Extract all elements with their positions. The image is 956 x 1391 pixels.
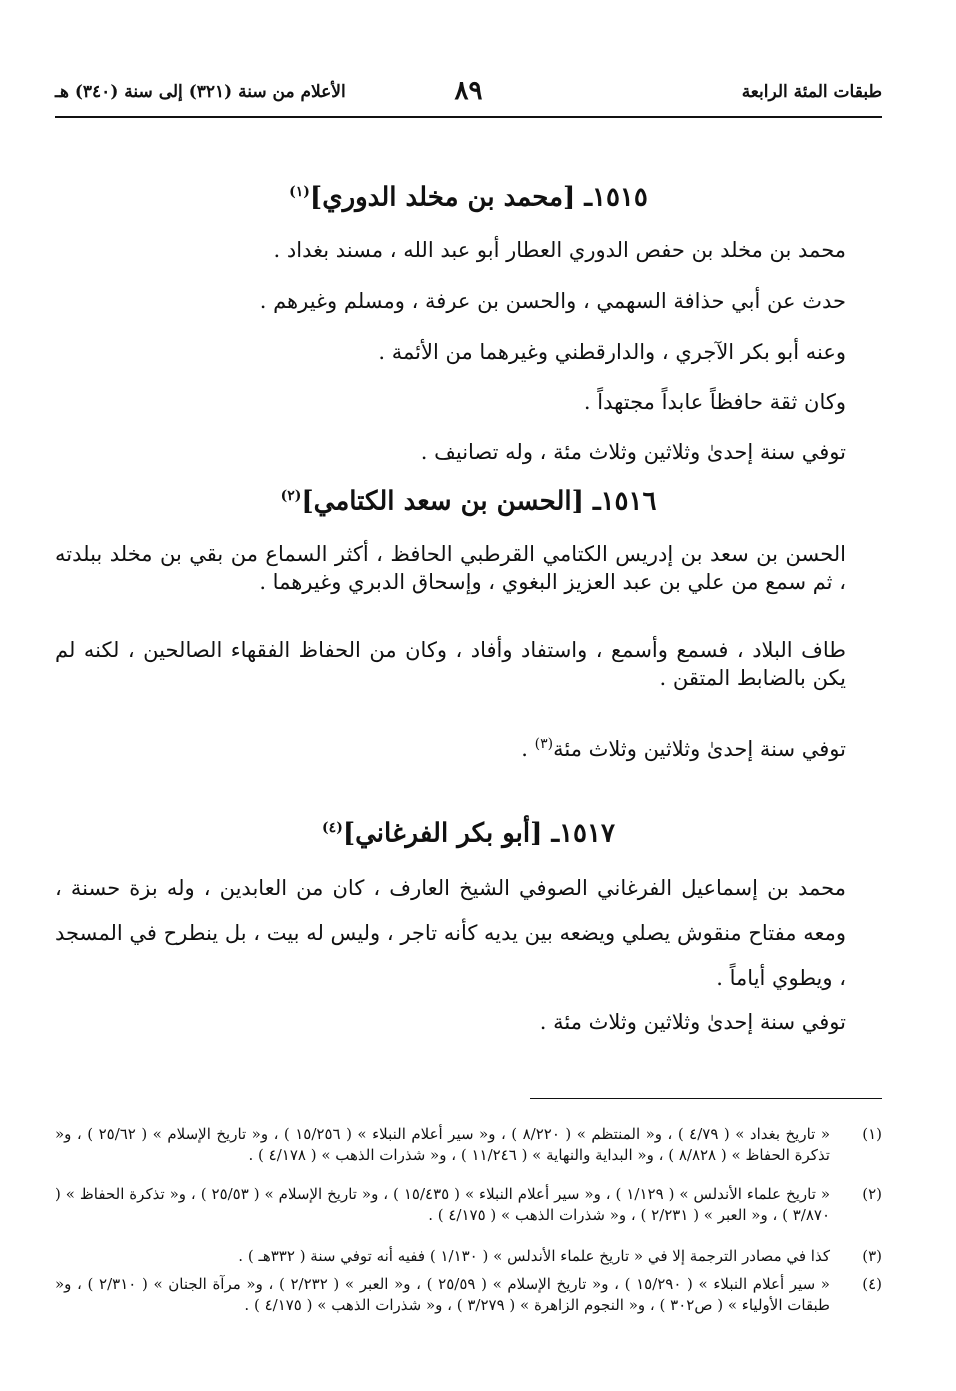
paragraph: طاف البلاد ، فسمع وأسمع ، واستفاد وأفاد ، وكان من الحفاظ الفقهاء الصالحين ، لكنه لم يكن بالضابط المتقن .	[55, 638, 846, 690]
paragraph: وكان ثقة حافظاً عابداً مجتهداً .	[583, 390, 846, 414]
running-header	[55, 78, 882, 114]
entry-title-1517: ١٥١٧ـ [أبو بكر الفرغاني]$^{(٤)}$	[322, 818, 615, 849]
header-rule	[55, 116, 882, 118]
footnote-number: (٤)	[862, 1275, 882, 1293]
paragraph: توفي سنة إحدىٰ وثلاثين وثلاث مئة ، وله تصانيف .	[420, 440, 846, 464]
entry-title-1515: ١٥١٥ـ [محمد بن مخلد الدوري]$^{(١)}$	[289, 182, 648, 213]
paragraph: توفي سنة إحدىٰ وثلاثين وثلاث مئة$^{(٣)}$ .	[521, 736, 846, 761]
footnote-4	[55, 1274, 882, 1316]
entry-title-1516: ١٥١٦ـ [الحسن بن سعد الكتامي]$^{(٢)}$	[280, 486, 657, 517]
footnote-number: (٢)	[862, 1185, 882, 1203]
footnote-3	[55, 1246, 882, 1267]
paragraph: الحسن بن سعد بن إدريس الكتامي القرطبي الحافظ ، أكثر السماع من بقي بن مخلد ببلدته ، ثم سمع من علي بن عبد العزيز البغوي ، وإسحاق الدبري وغيرهما .	[55, 542, 846, 594]
footnote-number: (١)	[862, 1125, 882, 1143]
footnote-number: (٣)	[862, 1247, 882, 1265]
page-number: ٨٩	[454, 76, 483, 106]
footnote-2	[55, 1184, 882, 1226]
paragraph: وعنه أبو بكر الآجري ، والدارقطني وغيرهما من الأئمة .	[378, 340, 846, 364]
footnote-text: كذا في مصادر الترجمة إلا في « تاريخ علماء الأندلس » ( ١/١٣٠ ) ففيه أنه توفي سنة ( ٣٣٢هـ ) .	[238, 1247, 830, 1265]
paragraph: توفي سنة إحدىٰ وثلاثين وثلاث مئة .	[539, 1010, 846, 1034]
range-title: الأعلام من سنة (٣٢١) إلى سنة (٣٤٠) هـ	[55, 82, 346, 102]
paragraph: حدث عن أبي حذافة السهمي ، والحسن بن عرفة ، ومسلم وغيرهم .	[259, 289, 846, 313]
footnote-1	[55, 1124, 882, 1166]
footnote-ref[interactable]: (٤)	[322, 820, 343, 836]
footnote-text: « تاريخ علماء الأندلس » ( ١/١٢٩ ) ، و« سير أعلام النبلاء » ( ١٥/٤٣٥ ) ، و« تاريخ الإسلام » ( ٢٥/٥٣ ) ، و« تذكرة الحفاظ » ( ٣/٨٧٠ ) ، و« العبر » ( ٢/٢٣١ ) ، و« شذرات الذهب » ( ٤/١٧٥ ) .	[55, 1185, 831, 1224]
paragraph: محمد بن إسماعيل الفرغاني الصوفي الشيخ العارف ، كان من العابدين ، وله بزة حسنة ، ومعه مفتاح منقوش يصلي ويضعه بين يديه كأنه تاجر ، وليس له بيت ، بل ينطرح في المسجد ، ويطوي أياماً .	[55, 876, 846, 990]
paragraph: محمد بن مخلد بن حفص الدوري العطار أبو عبد الله ، مسند بغداد .	[273, 238, 846, 262]
footnote-rule	[530, 1098, 882, 1099]
footnote-text: « سير أعلام النبلاء » ( ١٥/٢٩٠ ) ، و« تاريخ الإسلام » ( ٢٥/٥٩ ) ، و« العبر » ( ٢/٢٣٢ ) ، و« مرآة الجنان » ( ٢/٣١٠ ) ، و« طبقات الأولياء » ( ص٣٠٢ ) ، و« النجوم الزاهرة » ( ٣/٢٧٩ ) ، و« شذرات الذهب » ( ٤/١٧٥ ) .	[55, 1275, 830, 1314]
footnote-text: « تاريخ بغداد » ( ٤/٧٩ ) ، و« المنتظم » ( ٨/٢٢٠ ) ، و« سير أعلام النبلاء » ( ١٥/٢٥٦ ) ، و« تاريخ الإسلام » ( ٢٥/٦٢ ) ، و« تذكرة الحفاظ » ( ٨/٨٢٨ ) ، و« البداية والنهاية » ( ١١/٢٤٦ ) ، و« شذرات الذهب » ( ٤/١٧٨ ) .	[55, 1125, 831, 1164]
footnote-ref[interactable]: (٢)	[280, 488, 302, 504]
footnote-ref[interactable]: (٣)	[534, 736, 554, 752]
section-title: طبقات المئة الرابعة	[741, 82, 882, 102]
footnote-ref[interactable]: (١)	[289, 184, 310, 200]
